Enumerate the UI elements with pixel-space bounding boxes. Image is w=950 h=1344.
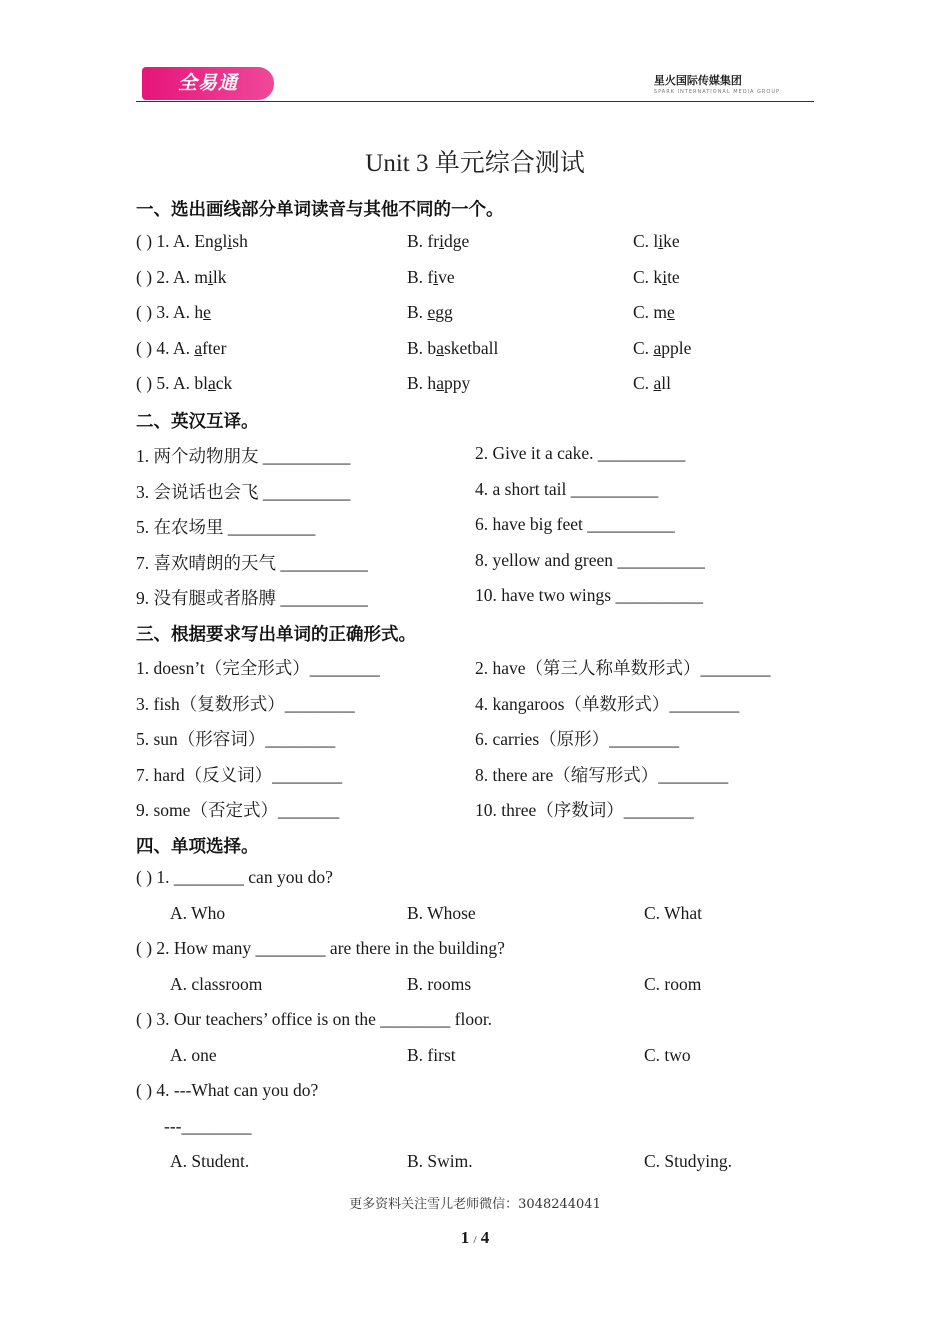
underlined-letter: a	[653, 337, 662, 358]
section3-item-left: 9. some（否定式）_______	[136, 800, 340, 820]
mc-question: ( ) 2. How many ________ are there in the building?	[136, 938, 505, 958]
page-total: 4	[480, 1228, 490, 1247]
phonics-option-c	[633, 267, 680, 288]
underlined-letter: i	[207, 266, 213, 287]
mc-option-a: A. classroom	[170, 973, 263, 994]
word-part: C. k	[633, 266, 663, 287]
word-part: te	[667, 266, 680, 287]
page-current: 1	[460, 1228, 470, 1247]
publisher-subname: SPARK INTERNATIONAL MEDIA GROUP	[653, 89, 780, 95]
section2-item-right: 10. have two wings __________	[475, 585, 703, 605]
section3-item-left: 5. sun（形容词）________	[136, 729, 336, 749]
phonics-option-b	[407, 338, 498, 359]
word-part: B. h	[407, 373, 437, 393]
underlined-letter: a	[653, 373, 662, 393]
section2-item-left: 7. 喜欢晴朗的天气 __________	[136, 552, 368, 573]
word-part: ke	[663, 231, 680, 251]
phonics-question	[136, 302, 211, 323]
word-part: sh	[232, 231, 248, 251]
section3-item-right: 4. kangaroos（单数形式）________	[475, 693, 740, 714]
underlined-letter: i	[227, 231, 233, 251]
mc-option-c: C. What	[644, 902, 703, 923]
question-number: ( ) 5. A.	[136, 373, 195, 393]
section2-item-right: 4. a short tail __________	[475, 478, 659, 499]
phonics-option-b	[407, 373, 470, 394]
phonics-option-c	[633, 373, 671, 394]
phonics-question	[136, 373, 232, 394]
phonics-option-b	[407, 302, 453, 323]
section2-item-right: 8. yellow and green __________	[475, 549, 705, 570]
section2-item-left: 3. 会说话也会飞 __________	[136, 481, 351, 502]
phonics-option-c	[633, 231, 680, 252]
word-part: sketball	[443, 337, 499, 358]
section4-heading: 四、单项选择。	[136, 837, 259, 857]
section3-item-right: 10. three（序数词）________	[475, 800, 694, 820]
page-number	[0, 1228, 950, 1248]
section3-item-right: 8. there are（缩写形式）________	[475, 764, 729, 785]
section2-item-left: 9. 没有腿或者胳膊 __________	[136, 588, 368, 608]
word-part: gg	[435, 302, 453, 322]
section3-item-left: 1. doesn’t（完全形式）________	[136, 658, 380, 678]
underlined-letter: a	[436, 373, 444, 393]
brand-logo: 全易通	[142, 67, 274, 100]
footer-note: 更多资料关注雪儿老师微信：3048244041	[349, 1197, 601, 1212]
mc-option-b: B. Swim.	[407, 1151, 473, 1171]
publisher-name: 星火国际传媒集团	[653, 74, 742, 87]
mc-option-c: C. Studying.	[644, 1151, 733, 1171]
word-part: C.	[633, 337, 654, 358]
section2-item-right: 2. Give it a cake. __________	[475, 443, 686, 463]
header-divider	[136, 101, 814, 102]
section2-heading: 二、英汉互译。	[136, 412, 259, 432]
question-number: ( ) 3. A.	[136, 302, 195, 322]
mc-option-b: B. Whose	[407, 902, 476, 923]
underlined-letter: e	[427, 302, 436, 322]
question-number: ( ) 1. A.	[136, 231, 195, 251]
mc-option-a: A. one	[170, 1044, 217, 1065]
word-part: B.	[407, 302, 428, 322]
mc-option-b: B. rooms	[407, 973, 472, 994]
mc-option-a: A. Student.	[170, 1151, 250, 1171]
word-part: pple	[661, 337, 692, 358]
underlined-letter: i	[439, 231, 444, 251]
phonics-option-c	[633, 302, 675, 323]
section3-item-right: 2. have（第三人称单数形式）________	[475, 658, 771, 678]
word-part: C.	[633, 373, 654, 393]
mc-question: ( ) 1. ________ can you do?	[136, 867, 333, 887]
word-part: lk	[212, 266, 227, 287]
mc-option-a: A. Who	[170, 902, 226, 923]
underlined-letter: a	[207, 373, 216, 393]
underlined-letter: i	[658, 231, 664, 251]
word-part: ck	[215, 373, 233, 393]
word-part: Engl	[194, 231, 228, 251]
phonics-option-b	[407, 231, 469, 252]
word-part: m	[194, 266, 208, 287]
underlined-letter: e	[667, 302, 675, 322]
underlined-letter: i	[433, 266, 439, 287]
underlined-letter: e	[203, 302, 211, 322]
section2-item-left: 1. 两个动物朋友 __________	[136, 446, 351, 466]
mc-answer-blank: ---________	[164, 1115, 252, 1136]
phonics-question	[136, 231, 248, 252]
section3-item-left: 7. hard（反义词）________	[136, 764, 343, 785]
word-part: dge	[443, 231, 470, 251]
section3-item-right: 6. carries（原形）________	[475, 729, 680, 749]
mc-question: ( ) 3. Our teachers’ office is on the ________ floor.	[136, 1009, 493, 1029]
section3-item-left: 3. fish（复数形式）________	[136, 693, 355, 714]
word-part: ll	[661, 373, 671, 393]
mc-question: ( ) 4. ---What can you do?	[136, 1080, 319, 1100]
section3-heading: 三、根据要求写出单词的正确形式。	[136, 625, 416, 645]
mc-option-c: C. two	[644, 1044, 691, 1065]
page-header	[136, 64, 814, 102]
page-title: Unit 3 单元综合测试	[365, 150, 585, 177]
word-part: B. f	[407, 266, 434, 287]
question-number: ( ) 4. A.	[136, 337, 195, 358]
word-part: B. b	[407, 337, 437, 358]
underlined-letter: a	[436, 337, 444, 358]
page-separator: /	[473, 1234, 477, 1246]
word-part: B. fr	[407, 231, 440, 251]
question-number: ( ) 2. A.	[136, 266, 195, 287]
word-part: bl	[194, 373, 208, 393]
phonics-option-c	[633, 338, 691, 359]
underlined-letter: i	[662, 266, 668, 287]
section2-item-left: 5. 在农场里 __________	[136, 517, 316, 537]
mc-option-c: C. room	[644, 973, 702, 994]
word-part: C. l	[633, 231, 659, 251]
word-part: h	[194, 302, 204, 322]
section1-heading: 一、选出画线部分单词读音与其他不同的一个。	[136, 200, 504, 220]
underlined-letter: a	[194, 337, 203, 358]
word-part: ppy	[443, 373, 471, 393]
phonics-question	[136, 267, 226, 288]
mc-option-b: B. first	[407, 1044, 456, 1065]
word-part: C. m	[633, 302, 668, 322]
word-part: fter	[202, 337, 227, 358]
phonics-question	[136, 338, 226, 359]
section2-item-right: 6. have big feet __________	[475, 514, 675, 534]
word-part: ve	[438, 266, 455, 287]
phonics-option-b	[407, 267, 455, 288]
publisher-brand	[654, 72, 780, 95]
